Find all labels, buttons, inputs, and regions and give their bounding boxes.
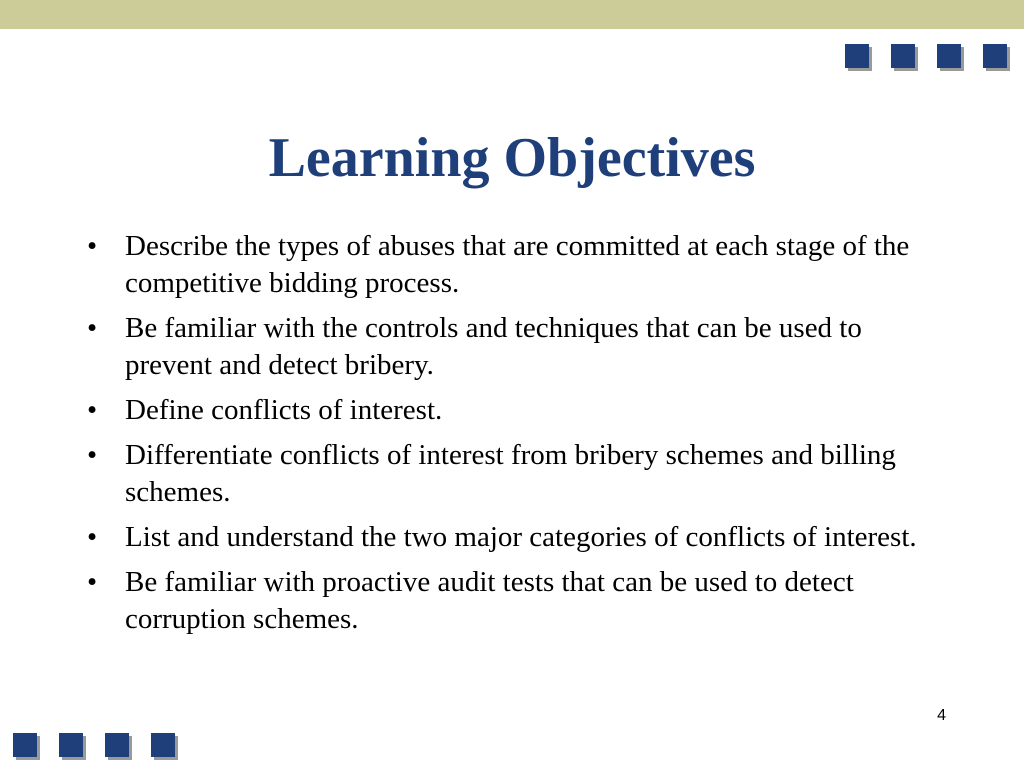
objective-text: Define conflicts of interest. — [125, 394, 443, 426]
decorative-square-icon — [845, 44, 869, 68]
bullet-icon: • — [87, 394, 98, 426]
decorative-square-icon — [59, 733, 83, 757]
objective-text: List and understand the two major categories of conflicts of interest. — [125, 521, 917, 553]
objective-item — [84, 392, 954, 429]
objective-item — [84, 564, 954, 638]
page-number: 4 — [937, 707, 946, 724]
bullet-icon: • — [87, 566, 98, 598]
objective-text: Be familiar with the controls and techniques that can be used to prevent and detect bribery. — [125, 312, 862, 381]
decorative-square-icon — [983, 44, 1007, 68]
decorative-square-icon — [891, 44, 915, 68]
objective-text: Be familiar with proactive audit tests that can be used to detect corruption schemes. — [125, 566, 854, 635]
objective-text: Differentiate conflicts of interest from bribery schemes and billing schemes. — [125, 439, 896, 508]
decorative-square-icon — [151, 733, 175, 757]
decorative-square-icon — [937, 44, 961, 68]
top-accent-bar — [0, 0, 1024, 29]
top-decorative-squares — [845, 44, 1007, 68]
bullet-icon: • — [87, 312, 98, 344]
objective-item — [84, 310, 954, 384]
bullet-icon: • — [87, 439, 98, 471]
decorative-square-icon — [105, 733, 129, 757]
slide-title: Learning Objectives — [268, 127, 756, 189]
objective-item — [84, 437, 954, 511]
bottom-decorative-squares — [13, 733, 175, 757]
bullet-icon: • — [87, 521, 98, 553]
objective-text: Describe the types of abuses that are committed at each stage of the competitive bidding process. — [125, 230, 910, 299]
objective-item — [84, 519, 954, 556]
objective-item — [84, 228, 954, 302]
objectives-list — [84, 228, 954, 646]
decorative-square-icon — [13, 733, 37, 757]
bullet-icon: • — [87, 230, 98, 262]
